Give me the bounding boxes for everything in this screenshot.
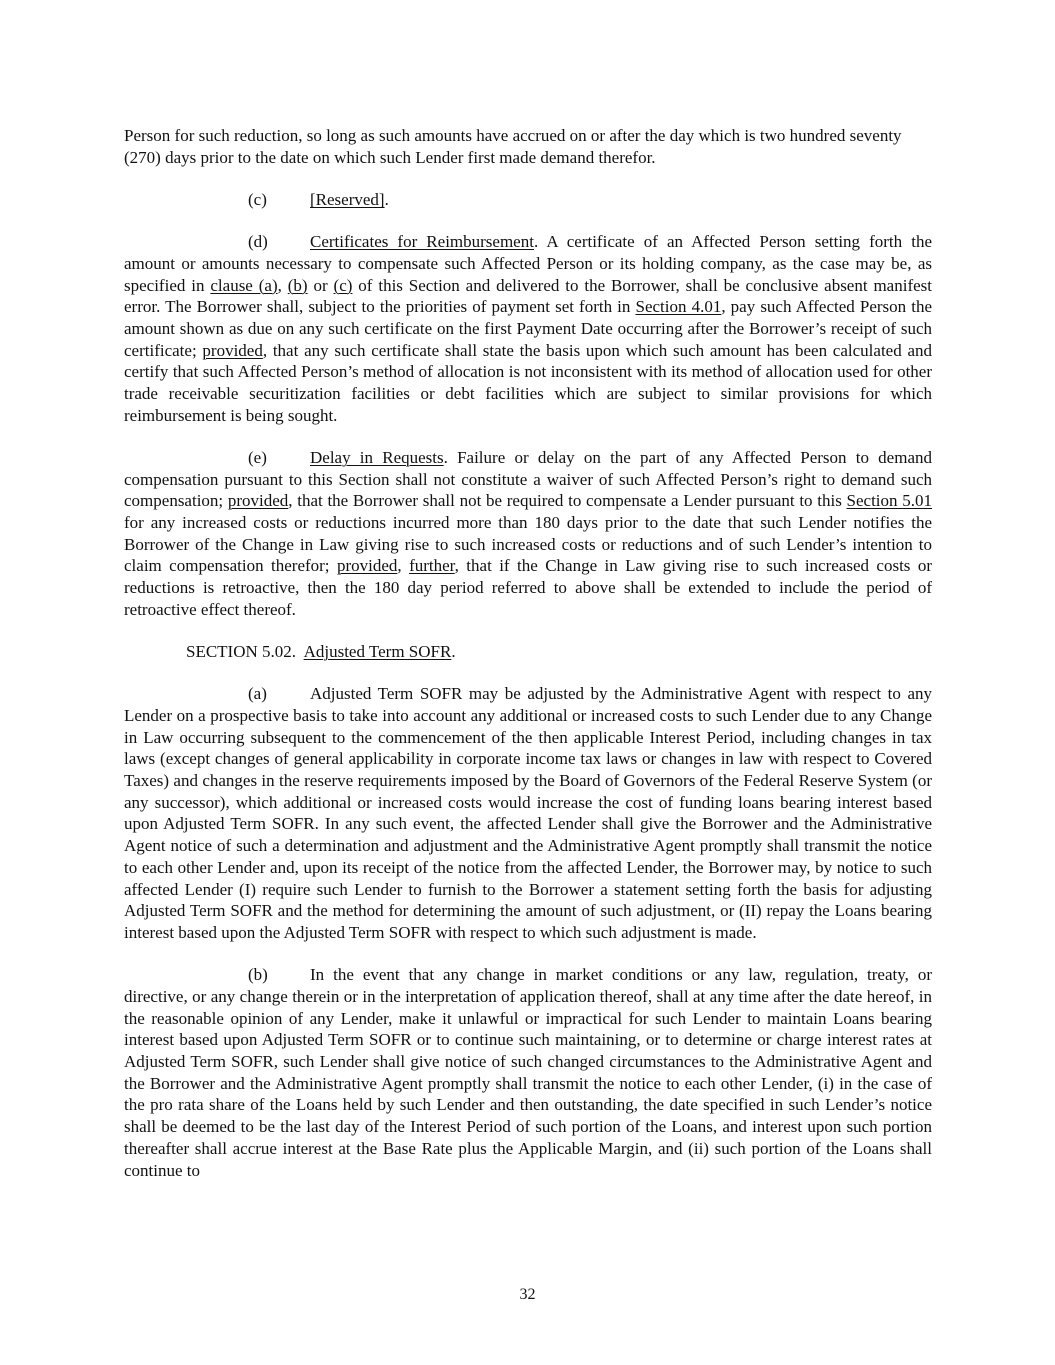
defined-term: provided: [202, 340, 263, 360]
clause-number: (c): [248, 189, 267, 209]
paragraph-c: [124, 189, 932, 211]
clause-heading-period: .: [384, 189, 389, 209]
text-segment: , that if the Change in Law giving rise to such increased costs or reductions is retroactive, then the 180 day period referred to above shall be extended to include the period of retroactive effect thereof.: [124, 556, 933, 619]
clause-heading: [Reserved]: [310, 189, 385, 209]
cross-reference: clause (a): [210, 275, 278, 295]
document-body: [124, 125, 932, 1202]
text-segment: , that the Borrower shall not be required to compensate a Lender pursuant to this: [288, 491, 847, 511]
paragraph-text: In the event that any change in market conditions or any law, regulation, treaty, or directive, or any change therein or in the interpretation of application thereof, shall at any time after the date hereof, in the reasonable opinion of any Lender, make it unlawful or impractical for such Lender to maintain Loans bearing interest based upon Adjusted Term SOFR or to continue such maintaining, or to determine or charge interest rates at Adjusted Term SOFR, such Lender shall give notice of such changed circumstances to the Administrative Agent and the Borrower and the Administrative Agent promptly shall transmit the notice to each other Lender, (i) in the case of the pro rata share of the Loans held by such Lender and then outstanding, the date specified in such Lender’s notice shall be deemed to be the last day of the Interest Period of such portion of the Loans, and interest upon such portion thereafter shall accrue interest at the Base Rate plus the Applicable Margin, and (ii) such portion of the Loans shall continue to: [124, 965, 932, 1180]
text-segment: ,: [277, 275, 288, 295]
defined-term: further: [409, 556, 455, 576]
defined-term: provided: [336, 556, 398, 576]
paragraph-502-a: [124, 683, 932, 943]
clause-heading: Delay in Requests: [310, 447, 444, 467]
clause-heading: Certificates for Reimbursement: [310, 232, 534, 252]
cross-reference: Section 4.01: [635, 297, 722, 317]
text-segment: of this Section and delivered to the Borrower, shall be conclusive absent manifest error. The Borrower shall, subject to the priorities of payment set forth in: [124, 275, 933, 317]
clause-number: (d): [248, 232, 268, 252]
text-segment: , that any such certificate shall state the basis upon which such amount has been calculated and certify that such Affected Person’s method of allocation is not inconsistent with its method of allocation used for other trade receivable securitization facilities or debt facilities which are subject to similar provisions for which reimbursement is being sought.: [124, 340, 932, 425]
clause-number: (e): [248, 447, 267, 467]
cross-reference: Section 5.01: [846, 491, 932, 511]
defined-term: provided: [227, 491, 289, 511]
paragraph-d: [124, 231, 932, 426]
text-segment: . A certificate of an Affected Person setting forth the amount or amounts necessary to compensate such Affected Person or its holding company, as the case may be, as specified in: [124, 232, 932, 295]
text-segment: for any increased costs or reductions incurred more than 180 days prior to the date that such Lender notifies the Borrower of the Change in Law giving rise to such increased costs or reductions and of such Lender’s intention to claim compensation therefor;: [124, 513, 932, 576]
cross-reference: (c): [333, 275, 353, 295]
page-number: 32: [519, 1286, 536, 1303]
section-title: Adjusted Term SOFR: [303, 642, 452, 662]
section-label: SECTION 5.02.: [186, 642, 297, 662]
paragraph-502-b: [124, 964, 932, 1181]
text-segment: ,: [397, 556, 410, 576]
paragraph-text: Person for such reduction, so long as such amounts have accrued on or after the day which is two hundred seventy (270) days prior to the date on which such Lender first made demand therefor.: [124, 126, 902, 167]
clause-number: (b): [248, 965, 268, 985]
text-segment: or: [307, 275, 334, 295]
clause-number: (a): [248, 684, 267, 704]
section-label-gap: [296, 642, 304, 661]
text-segment: , pay such Affected Person the amount shown as due on any such certificate on the first Payment Date occurring after the Borrower’s receipt of such certificate;: [124, 297, 933, 360]
paragraph-continuation: [124, 125, 932, 168]
paragraph-text: Adjusted Term SOFR may be adjusted by the Administrative Agent with respect to any Lender on a prospective basis to take into account any additional or increased costs to such Lender due to any Change in Law occurring subsequent to the commencement of the then applicable Interest Period, including changes in tax laws (except changes of general applicability in corporate income tax laws or changes in law with respect to Covered Taxes) and changes in the reserve requirements imposed by the Board of Governors of the Federal Reserve System (or any successor), which additional or increased costs would increase the cost of funding loans bearing interest based upon Adjusted Term SOFR. In any such event, the affected Lender shall give the Borrower and the Administrative Agent notice of such a determination and adjustment and the Administrative Agent promptly shall transmit the notice to each other Lender and, upon its receipt of the notice from the affected Lender, the Borrower may, by notice to such affected Lender (I) require such Lender to furnish to the Borrower a statement setting forth the basis for adjusting Adjusted Term SOFR and the method for determining the amount of such adjustment, or (II) repay the Loans bearing interest based upon the Adjusted Term SOFR with respect to which such adjustment is made.: [124, 684, 932, 942]
text-segment: . Failure or delay on the part of any Affected Person to demand compensation pursuant to this Section shall not constitute a waiver of such Affected Person’s right to demand such compensation;: [124, 447, 932, 511]
cross-reference: (b): [287, 275, 308, 295]
section-heading: [124, 641, 932, 663]
paragraph-e: [124, 447, 932, 621]
section-title-period: .: [451, 642, 456, 662]
